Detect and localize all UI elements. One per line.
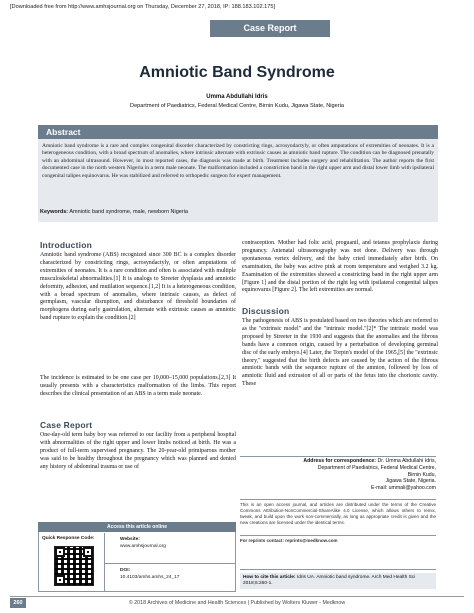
correspondence-line-2: Department of Paediatrics, Federal Medical Centre, xyxy=(317,464,436,471)
author-name: Umma Abdullahi Idris xyxy=(206,94,268,100)
article-title: Amniotic Band Syndrome xyxy=(139,64,335,81)
reprints-text: For reprints contact: reprints@medknow.com xyxy=(240,538,338,543)
access-box-row-divider xyxy=(104,563,236,564)
reprints-divider xyxy=(240,535,436,536)
keywords xyxy=(40,209,432,215)
license-text: This is an open access journal, and articles are distributed under the terms of the Creative Commons Attribution-NonCommercial-ShareAlike 4.0 License, which allows others to remix, tweak, and build upon the work non-commercially, as long as appropriate credit is given and the new creations are licensed under the identical terms. xyxy=(240,502,436,525)
cite-box xyxy=(240,573,436,589)
doi-label: DOI: xyxy=(120,568,131,573)
footer-rule xyxy=(10,596,464,597)
doi-link[interactable]: 10.4103/amhs.amhs_24_17 xyxy=(120,575,180,580)
abstract-heading: Abstract xyxy=(38,125,438,139)
correspondence-divider xyxy=(240,456,436,457)
introduction-heading: Introduction xyxy=(40,240,92,250)
keywords-label: Keywords: xyxy=(40,209,69,215)
keywords-value: Amniotic band syndrome, male, newborn Nigeria xyxy=(69,209,188,215)
introduction-paragraph-1: Amniotic band syndrome (ABS) recognized since 300 BC is a complex disorder characterized by constricting rings, acrosyndactyly, or often amputations of extremities of neonates. It is a rare condition and often is associated with multiple musculoskeletal abnormalities.[1] It is analogs to Streeter dysplasia and amniotic deformity, adhesion, and mutilation sequence.[1,2] It is a heterogeneous condition, with a broad spectrum of anomalies, where intrinsic causes, as defect of germplasm, vascular disruption, and disturbance of threshold boundaries of morphogens during early gastrulation, alternate with extrinsic causes as amniotic band rupture to explain the condition.[2] xyxy=(40,252,236,322)
correspondence-line-4: Jigawa State, Nigeria. xyxy=(385,478,436,485)
qr-finder-top-right xyxy=(83,547,93,557)
cite-divider xyxy=(240,569,436,570)
access-online-heading: Access this article online xyxy=(38,522,236,532)
qr-code-icon[interactable] xyxy=(54,546,94,586)
correspondence-line-3: Birnin Kudu, xyxy=(407,471,436,478)
section-tab: Case Report xyxy=(210,20,330,37)
website-label: Website: xyxy=(120,537,140,542)
correspondence-box xyxy=(240,458,436,498)
discussion-paragraph-1: The pathogenesis of ABS is postulated based on two theories which are referred to as the "extrinsic model" and the "intrinsic model."[2]* The intrinsic model was proposed by Streeter in the 1930 and suggests that the anomalies and the fibrous bands have a common origin, caused by a perturbation of developing germinal disc of the early embryo.[4] Later, the Torpin's model of the 1965,[5] the "extrinsic theory," suggested that the birth defects are caused by the action of the fibrous amniotic bands with the sequence rupture of the amnion, followed by loss of amniotic fluid and extrusion of all or parts of the fetus into the chorionic cavity. These xyxy=(242,318,438,388)
correspondence-email[interactable]: E-mail: ummali@yahoo.com xyxy=(371,485,436,492)
page-number: 260 xyxy=(10,598,26,608)
footer-copyright: © 2018 Archives of Medicine and Health Sciences | Published by Wolters Kluwer - Medknow xyxy=(128,600,346,606)
qr-code-label: Quick Response Code: xyxy=(42,536,95,541)
cite-label: How to cite this article: xyxy=(243,575,296,580)
introduction-paragraph-2: The incidence is estimated to be one case per 10,000–15,000 populations.[2,3] It usually presents with a characteristics malformation of the limbs. This report describes the clinical presentation of an ABS in a term male neonate. xyxy=(40,375,236,397)
cite-text: Idris UA. Amniotic band syndrome. Arch Med Health Sci 2018;6:260-1. xyxy=(243,575,416,587)
qr-finder-bottom-left xyxy=(55,575,65,585)
website-link[interactable]: www.amhsjournal.org xyxy=(120,544,166,549)
discussion-heading: Discussion xyxy=(242,306,290,316)
case-report-paragraph-1: One-day-old term baby boy was referred to our facility from a peripheral hospital with abnormalities of the right upper and lower limbs noticed at birth. He was a product of full-term supervised pregnancy. The 20-year-old primiparous mother was said to be healthy throughout the pregnancy which was planned and denied any history of abdominal trauma or use of xyxy=(40,432,236,470)
qr-finder-top-left xyxy=(55,547,65,557)
author-affiliation: Department of Paediatrics, Federal Medical Centre, Birnin Kudu, Jigawa State, Nigeria xyxy=(130,103,344,109)
abstract-text: Amniotic band syndrome is a rare and complex congenital disorder characterized by constricting rings, acrosyndactyly, or often amputations of extremities of neonates. It is a heterogeneous condition, with a broad spectrum of anomalies, where intrinsic alternate with extrinsic causes as amniotic band rupture. The condition can be diagnosed prenatally with an abdominal ultrasound. However, in most reported cases, the diagnosis was made at birth. Treatment includes surgery and rehabilitation. The author reports the first documented case in the north western Nigeria in a term male neonate. The malformation included a constriction band in the right upper arm and distal lower limb with ipsilateral congenital talipes equinovarus. He was stabilized and referred to orthopedic surgeon for expert management. xyxy=(42,143,434,179)
download-banner: [Downloaded free from http://www.amhsjournal.org on Thursday, December 27, 2018, IP: 188.183.102.175] xyxy=(10,4,276,10)
license-divider xyxy=(240,499,436,500)
case-report-paragraph-2: contraception. Mother had folic acid, proguanil, and tetanus prophylaxis during pregnancy. Antenatal ultrasonography was not done. Delivery was through spontaneous vertex delivery, and the baby cried immediately after birth. On examination, the baby was active pink at room temperature and weighed 3.2 kg. Examination of the extremities showed a constricting band in the right upper arm [Figure 1] and the distal portion of the right leg with ipsilateral congenital talipes equinovarus [Figure 2]. The left extremities are normal. xyxy=(242,240,438,294)
case-report-heading: Case Report xyxy=(40,420,93,430)
correspondence-line-1: Address for correspondence: Dr. Umma Abdullahi Idris, xyxy=(303,458,436,464)
